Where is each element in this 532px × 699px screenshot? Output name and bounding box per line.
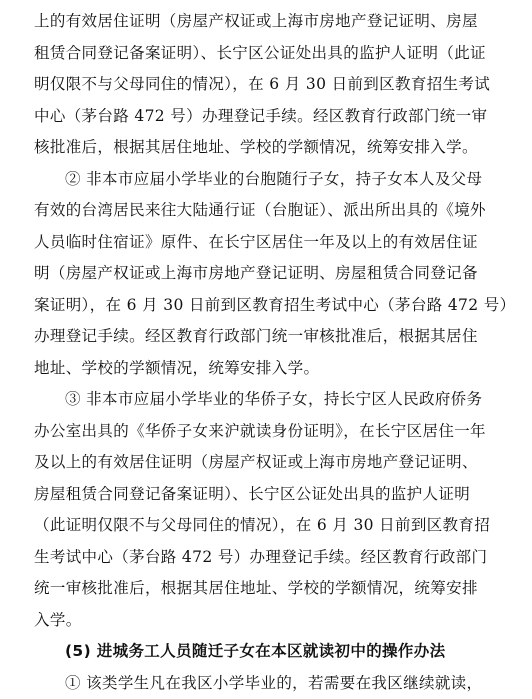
text-line: 入学。	[34, 605, 502, 637]
text-line: 明仅限不与父母同住的情况），在 6 月 30 日前到区教育招生考试	[34, 69, 502, 101]
text-line: 办公室出具的《华侨子女来沪就读身份证明》，在长宁区居住一年	[34, 416, 502, 448]
text-line: 案证明），在 6 月 30 日前到区教育招生考试中心（茅台路 472 号）	[34, 290, 502, 322]
paragraph-start-line: ② 非本市应届小学毕业的台胞随行子女，持子女本人及父母	[34, 164, 502, 196]
text-line: 中心（茅台路 472 号）办理登记手续。经区教育行政部门统一审	[34, 101, 502, 133]
text-line: 人员临时住宿证》原件、在长宁区居住一年及以上的有效居住证	[34, 227, 502, 259]
paragraph-start-line: ① 该类学生凡在我区小学毕业的，若需要在我区继续就读，	[34, 668, 502, 699]
text-line: 有效的台湾居民来往大陆通行证（台胞证）、派出所出具的《境外	[34, 195, 502, 227]
text-line: 房屋租赁合同登记备案证明）、长宁区公证处出具的监护人证明	[34, 479, 502, 511]
text-line: 办理登记手续。经区教育行政部门统一审核批准后，根据其居住	[34, 321, 502, 353]
paragraph-start-line: ③ 非本市应届小学毕业的华侨子女，持长宁区人民政府侨务	[34, 384, 502, 416]
text-line: 统一审核批准后，根据其居住地址、学校的学额情况，统筹安排	[34, 573, 502, 605]
text-line: 上的有效居住证明（房屋产权证或上海市房地产登记证明、房屋	[34, 6, 502, 38]
text-line: 地址、学校的学额情况，统筹安排入学。	[34, 353, 502, 385]
text-line: 生考试中心（茅台路 472 号）办理登记手续。经区教育行政部门	[34, 542, 502, 574]
section-heading: (5) 进城务工人员随迁子女在本区就读初中的操作办法	[34, 636, 502, 668]
text-line: 核批准后，根据其居住地址、学校的学额情况，统筹安排入学。	[34, 132, 502, 164]
text-line: 明（房屋产权证或上海市房地产登记证明、房屋租赁合同登记备	[34, 258, 502, 290]
text-line: 租赁合同登记备案证明）、长宁区公证处出具的监护人证明（此证	[34, 38, 502, 70]
text-line: 及以上的有效居住证明（房屋产权证或上海市房地产登记证明、	[34, 447, 502, 479]
text-line: （此证明仅限不与父母同住的情况），在 6 月 30 日前到区教育招	[34, 510, 502, 542]
